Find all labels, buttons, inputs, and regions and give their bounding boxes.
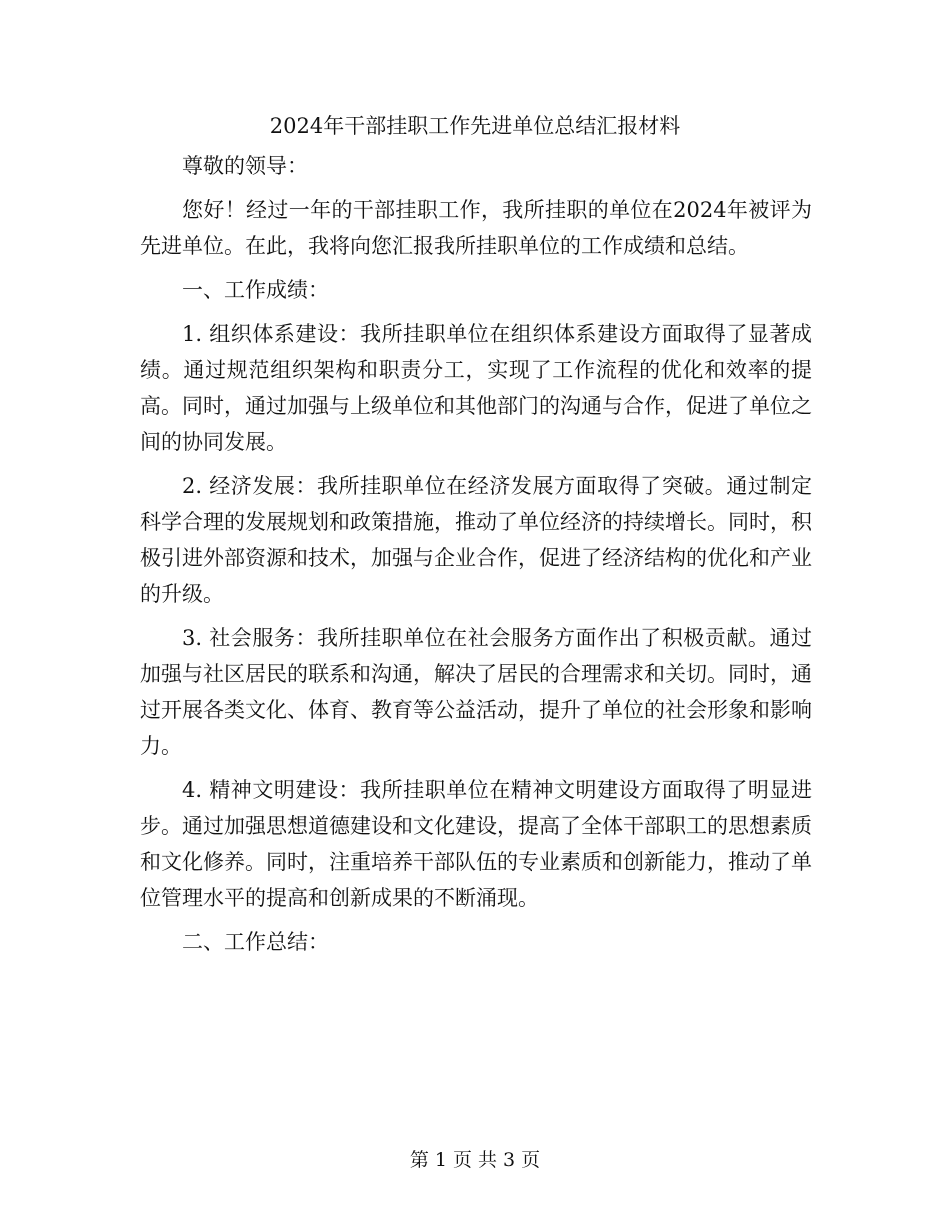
salutation: 尊敬的领导： [182, 154, 308, 178]
achievement-paragraph-3: 3. 社会服务：我所挂职单位在社会服务方面作出了积极贡献。通过加强与社区居民的联系和沟通，解决了居民的合理需求和关切。同时，通过开展各类文化、体育、教育等公益活动，提升了单位的社会形象和影响力。 [140, 626, 812, 758]
achievement-paragraph-2: 2. 经济发展：我所挂职单位在经济发展方面取得了突破。通过制定科学合理的发展规划和政策措施，推动了单位经济的持续增长。同时，积极引进外部资源和技术，加强与企业合作，促进了经济结构的优化和产业的升级。 [140, 474, 812, 606]
document-body [140, 148, 812, 968]
achievement-paragraph-4: 4. 精神文明建设：我所挂职单位在精神文明建设方面取得了明显进步。通过加强思想道德建设和文化建设，提高了全体干部职工的思想素质和文化修养。同时，注重培养干部队伍的专业素质和创新能力，推动了单位管理水平的提高和创新成果的不断涌现。 [140, 778, 812, 910]
section-heading-summary: 二、工作总结： [182, 930, 329, 954]
document-title: 2024年干部挂职工作先进单位总结汇报材料 [269, 114, 681, 138]
achievement-paragraph-1: 1. 组织体系建设：我所挂职单位在组织体系建设方面取得了显著成绩。通过规范组织架构和职责分工，实现了工作流程的优化和效率的提高。同时，通过加强与上级单位和其他部门的沟通与合作，促进了单位之间的协同发展。 [140, 322, 812, 454]
intro-paragraph: 您好！经过一年的干部挂职工作，我所挂职的单位在2024年被评为先进单位。在此，我将向您汇报我所挂职单位的工作成绩和总结。 [140, 198, 812, 258]
page-footer: 第 1 页 共 3 页 [409, 1149, 541, 1171]
section-heading-achievements: 一、工作成绩： [182, 278, 329, 302]
